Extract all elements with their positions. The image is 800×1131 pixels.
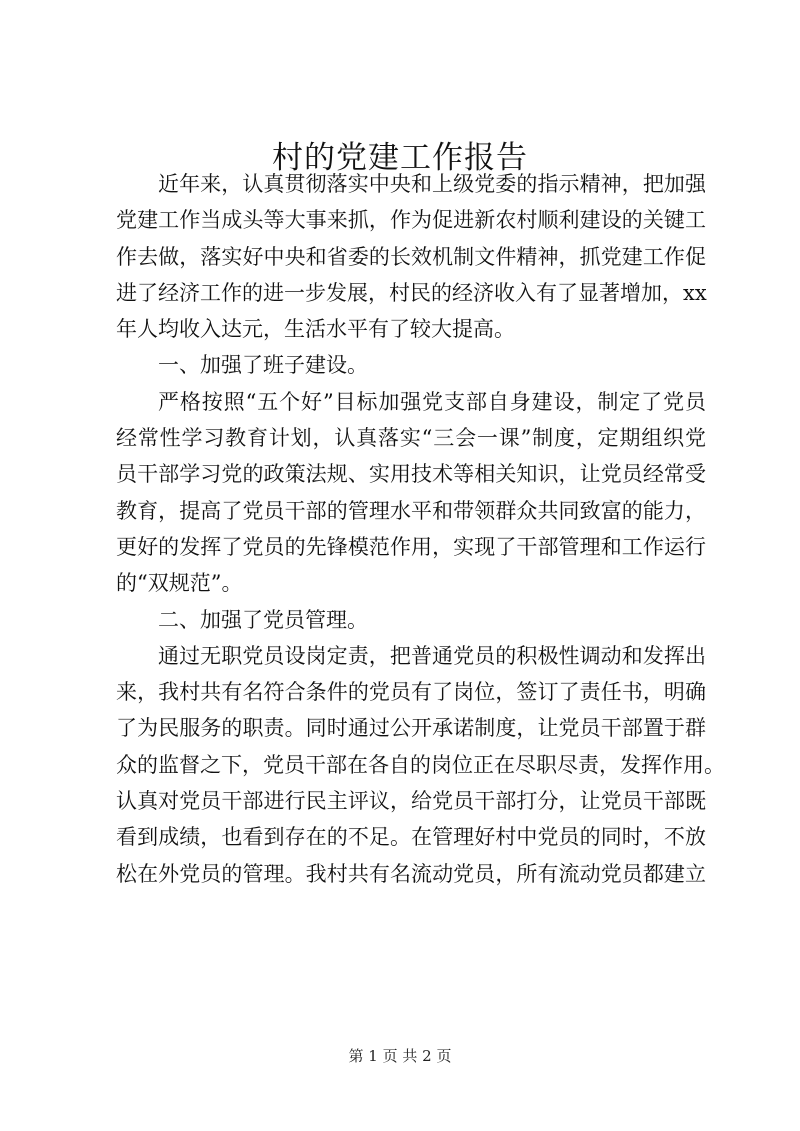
- text-line: 更好的发挥了党员的先锋模范作用，实现了干部管理和工作运行: [116, 534, 706, 559]
- text-line: 了为民服务的职责。同时通过公开承诺制度，让党员干部置于群: [116, 716, 706, 741]
- document-title: 村的党建工作报告: [272, 140, 528, 176]
- text-line: 近年来，认真贯彻落实中央和上级党委的指示精神，把加强: [158, 172, 706, 196]
- text-line: 松在外党员的管理。我村共有名流动党员，所有流动党员都建立: [116, 861, 706, 886]
- text-line: 看到成绩，也看到存在的不足。在管理好村中党员的同时，不放: [116, 825, 706, 850]
- text-line: 二、加强了党员管理。: [158, 607, 368, 632]
- text-line: 的“双规范”。: [116, 571, 243, 596]
- text-line: 员干部学习党的政策法规、实用技术等相关知识，让党员经常受: [116, 462, 706, 487]
- text-line: 作去做，落实好中央和省委的长效机制文件精神，抓党建工作促: [116, 244, 706, 269]
- text-line: 进了经济工作的进一步发展，村民的经济收入有了显著增加，xx: [116, 280, 707, 305]
- text-line: 严格按照“五个好”目标加强党支部自身建设，制定了党员: [158, 389, 706, 414]
- text-line: 年人均收入达元，生活水平有了较大提高。: [116, 317, 515, 342]
- text-line: 认真对党员干部进行民主评议，给党员干部打分，让党员干部既: [116, 789, 706, 814]
- document-body: [116, 166, 725, 892]
- text-line: 经常性学习教育计划，认真落实“三会一课”制度，定期组织党: [116, 426, 706, 451]
- text-line: 通过无职党员设岗定责，把普通党员的积极性调动和发挥出: [158, 643, 706, 668]
- text-line: 党建工作当成头等大事来抓，作为促进新农村顺利建设的关键工: [116, 208, 706, 233]
- text-line: 来，我村共有名符合条件的党员有了岗位，签订了责任书，明确: [116, 680, 706, 705]
- text-line: 一、加强了班子建设。: [158, 353, 368, 378]
- text-line: 教育，提高了党员干部的管理水平和带领群众共同致富的能力，: [116, 498, 706, 523]
- page-footer: 第 1 页 共 2 页: [348, 1047, 452, 1065]
- text-line: 众的监督之下，党员干部在各自的岗位正在尽职尽责，发挥作用。: [116, 752, 725, 777]
